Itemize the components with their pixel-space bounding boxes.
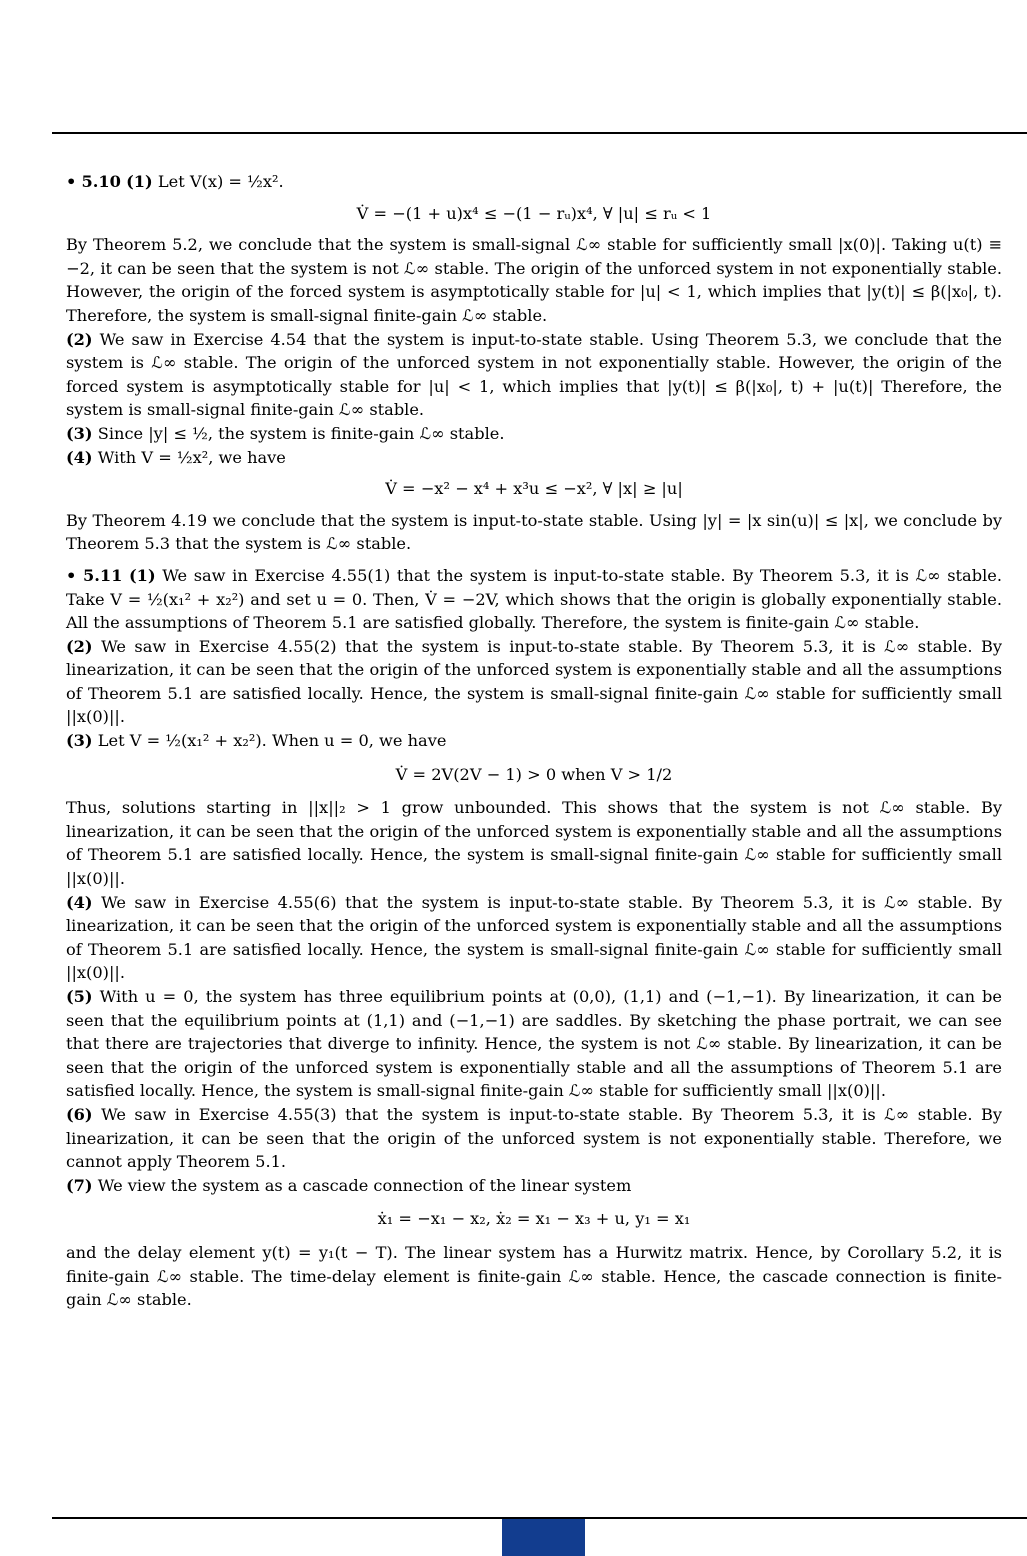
equation: V̇ = −(1 + u)x⁴ ≤ −(1 − rᵤ)x⁴, ∀ |u| ≤ rᵤ < 1 — [356, 203, 712, 223]
ex-5-11-part-4 — [66, 891, 1002, 985]
part-text: Let V = ½(x₁² + x₂²). When u = 0, we have — [97, 731, 447, 751]
equation: V̇ = −x² − x⁴ + x³u ≤ −x², ∀ |x| ≥ |u| — [385, 479, 683, 499]
part-label: (7) — [66, 1175, 93, 1195]
part-label: (6) — [66, 1104, 93, 1124]
ex-5-11-part-7-body: and the delay element y(t) = y₁(t − T). The linear system has a Hurwitz matrix. Hence, by Corollary 5.2, it is finite-gain ℒ∞ stable. The time-delay element is finite-gain ℒ∞ stable. Hence, the cascade connection is finite-gain ℒ∞ stable. — [66, 1242, 1002, 1310]
part-text: With V = ½x², we have — [97, 447, 286, 467]
part-label: (3) — [66, 731, 93, 751]
part-label: (1) — [126, 172, 153, 191]
equation: ẋ₁ = −x₁ − x₂, ẋ₂ = x₁ − x₃ + u, y₁ = x₁ — [377, 1209, 691, 1229]
ex-5-11-part-3-body: Thus, solutions starting in ||x||₂ > 1 grow unbounded. This shows that the system is not ℒ∞ stable. By linearization, it can be seen that the origin of the unforced system is exponentially stable and all the assumptions of Theorem 5.1 are satisfied locally. Hence, the system is small-signal finite-gain ℒ∞ stable for sufficiently small ||x(0)||. — [66, 798, 1002, 889]
ex-5-10-part-1-body: By Theorem 5.2, we conclude that the system is small-signal ℒ∞ stable for sufficiently small |x(0)|. Taking u(t) ≡ −2, it can be seen that the system is not ℒ∞ stable. The origin of the unforced system in not exponentially stable. However, the origin of the forced system is asymptotically stable for |u| < 1, which implies that |y(t)| ≤ β(|x₀|, t). Therefore, the system is small-signal finite-gain ℒ∞ stable. — [66, 235, 1002, 325]
ex-5-11-part-7-intro — [66, 1174, 1002, 1198]
ex-5-10-part-4-intro — [66, 446, 1002, 470]
ex-5-11-part-5 — [66, 985, 1002, 1103]
bullet-icon: • — [66, 565, 77, 585]
ex-5-11-part-6 — [66, 1103, 1002, 1174]
ex-5-11-part-2 — [66, 635, 1002, 729]
part-label: (4) — [66, 447, 93, 467]
ex-5-11-part-3-intro — [66, 729, 1002, 753]
ex-5-10-part-3 — [66, 422, 1002, 446]
part-label: (5) — [66, 987, 93, 1006]
part-label: (3) — [66, 423, 93, 443]
part-text: We saw in Exercise 4.55(1) that the system is input-to-state stable. By Theorem 5.3, it is ℒ∞ stable. Take V = ½(x₁² + x₂²) and set u = 0. Then, V̇ = −2V, which shows that the origin is globally exponentially stable. All the assumptions of Theorem 5.1 are satisfied globally. Therefore, the system is finite-gain ℒ∞ stable. — [66, 565, 1002, 633]
part-text: We view the system as a cascade connection of the linear system — [97, 1175, 632, 1195]
part-label: (2) — [66, 329, 93, 349]
header-rule — [52, 132, 1027, 134]
ex-5-11-part-1 — [66, 564, 1002, 635]
ex-5-10-part-1-intro — [66, 170, 1002, 194]
part-text: We saw in Exercise 4.55(6) that the system is input-to-state stable. By Theorem 5.3, it is ℒ∞ stable. By linearization, it can be seen that the origin of the unforced system is exponentially stable and all the assumptions of Theorem 5.1 are satisfied locally. Hence, the system is small-signal finite-gain ℒ∞ stable for sufficiently small ||x(0)||. — [66, 892, 1002, 983]
ex-5-10-part-4-body: By Theorem 4.19 we conclude that the system is input-to-state stable. Using |y| = |x sin(u)| ≤ |x|, we conclude by Theorem 5.3 that the system is ℒ∞ stable. — [66, 510, 1002, 554]
ex-5-10-part-2 — [66, 328, 1002, 422]
exercise-number: 5.10 — [81, 172, 121, 191]
bullet-icon: • — [66, 172, 77, 191]
part-label: (1) — [129, 565, 156, 585]
page-content — [66, 170, 1002, 1312]
exercise-number: 5.11 — [82, 565, 123, 585]
part-text: Let V(x) = ½x². — [157, 172, 284, 191]
part-label: (4) — [66, 892, 93, 912]
equation: V̇ = 2V(2V − 1) > 0 when V > 1/2 — [395, 764, 673, 784]
part-text: Since |y| ≤ ½, the system is finite-gain ℒ∞ stable. — [97, 423, 505, 443]
part-text: We saw in Exercise 4.55(2) that the system is input-to-state stable. By Theorem 5.3, it is ℒ∞ stable. By linearization, it can be seen that the origin of the unforced system is exponentially stable and all the assumptions of Theorem 5.1 are satisfied locally. Hence, the system is small-signal finite-gain ℒ∞ stable for sufficiently small ||x(0)||. — [66, 636, 1002, 727]
page-number-box — [502, 1519, 585, 1556]
part-text: We saw in Exercise 4.54 that the system is input-to-state stable. Using Theorem 5.3, we conclude that the system is ℒ∞ stable. The origin of the unforced system in not exponentially stable. However, the origin of the forced system is asymptotically stable for |u| < 1, which implies that |y(t)| ≤ β(|x₀|, t) + |u(t)| Therefore, the system is small-signal finite-gain ℒ∞ stable. — [66, 329, 1002, 420]
part-text: With u = 0, the system has three equilibrium points at (0,0), (1,1) and (−1,−1). By linearization, it can be seen that the equilibrium points at (1,1) and (−1,−1) are saddles. By sketching the phase portrait, we can see that there are trajectories that diverge to infinity. Hence, the system is not ℒ∞ stable. By linearization, it can be seen that the origin of the unforced system is exponentially stable and all the assumptions of Theorem 5.1 are satisfied locally. Hence, the system is small-signal finite-gain ℒ∞ stable for sufficiently small ||x(0)||. — [66, 987, 1002, 1101]
part-text: We saw in Exercise 4.55(3) that the system is input-to-state stable. By Theorem 5.3, it is ℒ∞ stable. By linearization, it can be seen that the origin of the unforced system is not exponentially stable. Therefore, we cannot apply Theorem 5.1. — [66, 1104, 1002, 1172]
part-label: (2) — [66, 636, 93, 656]
